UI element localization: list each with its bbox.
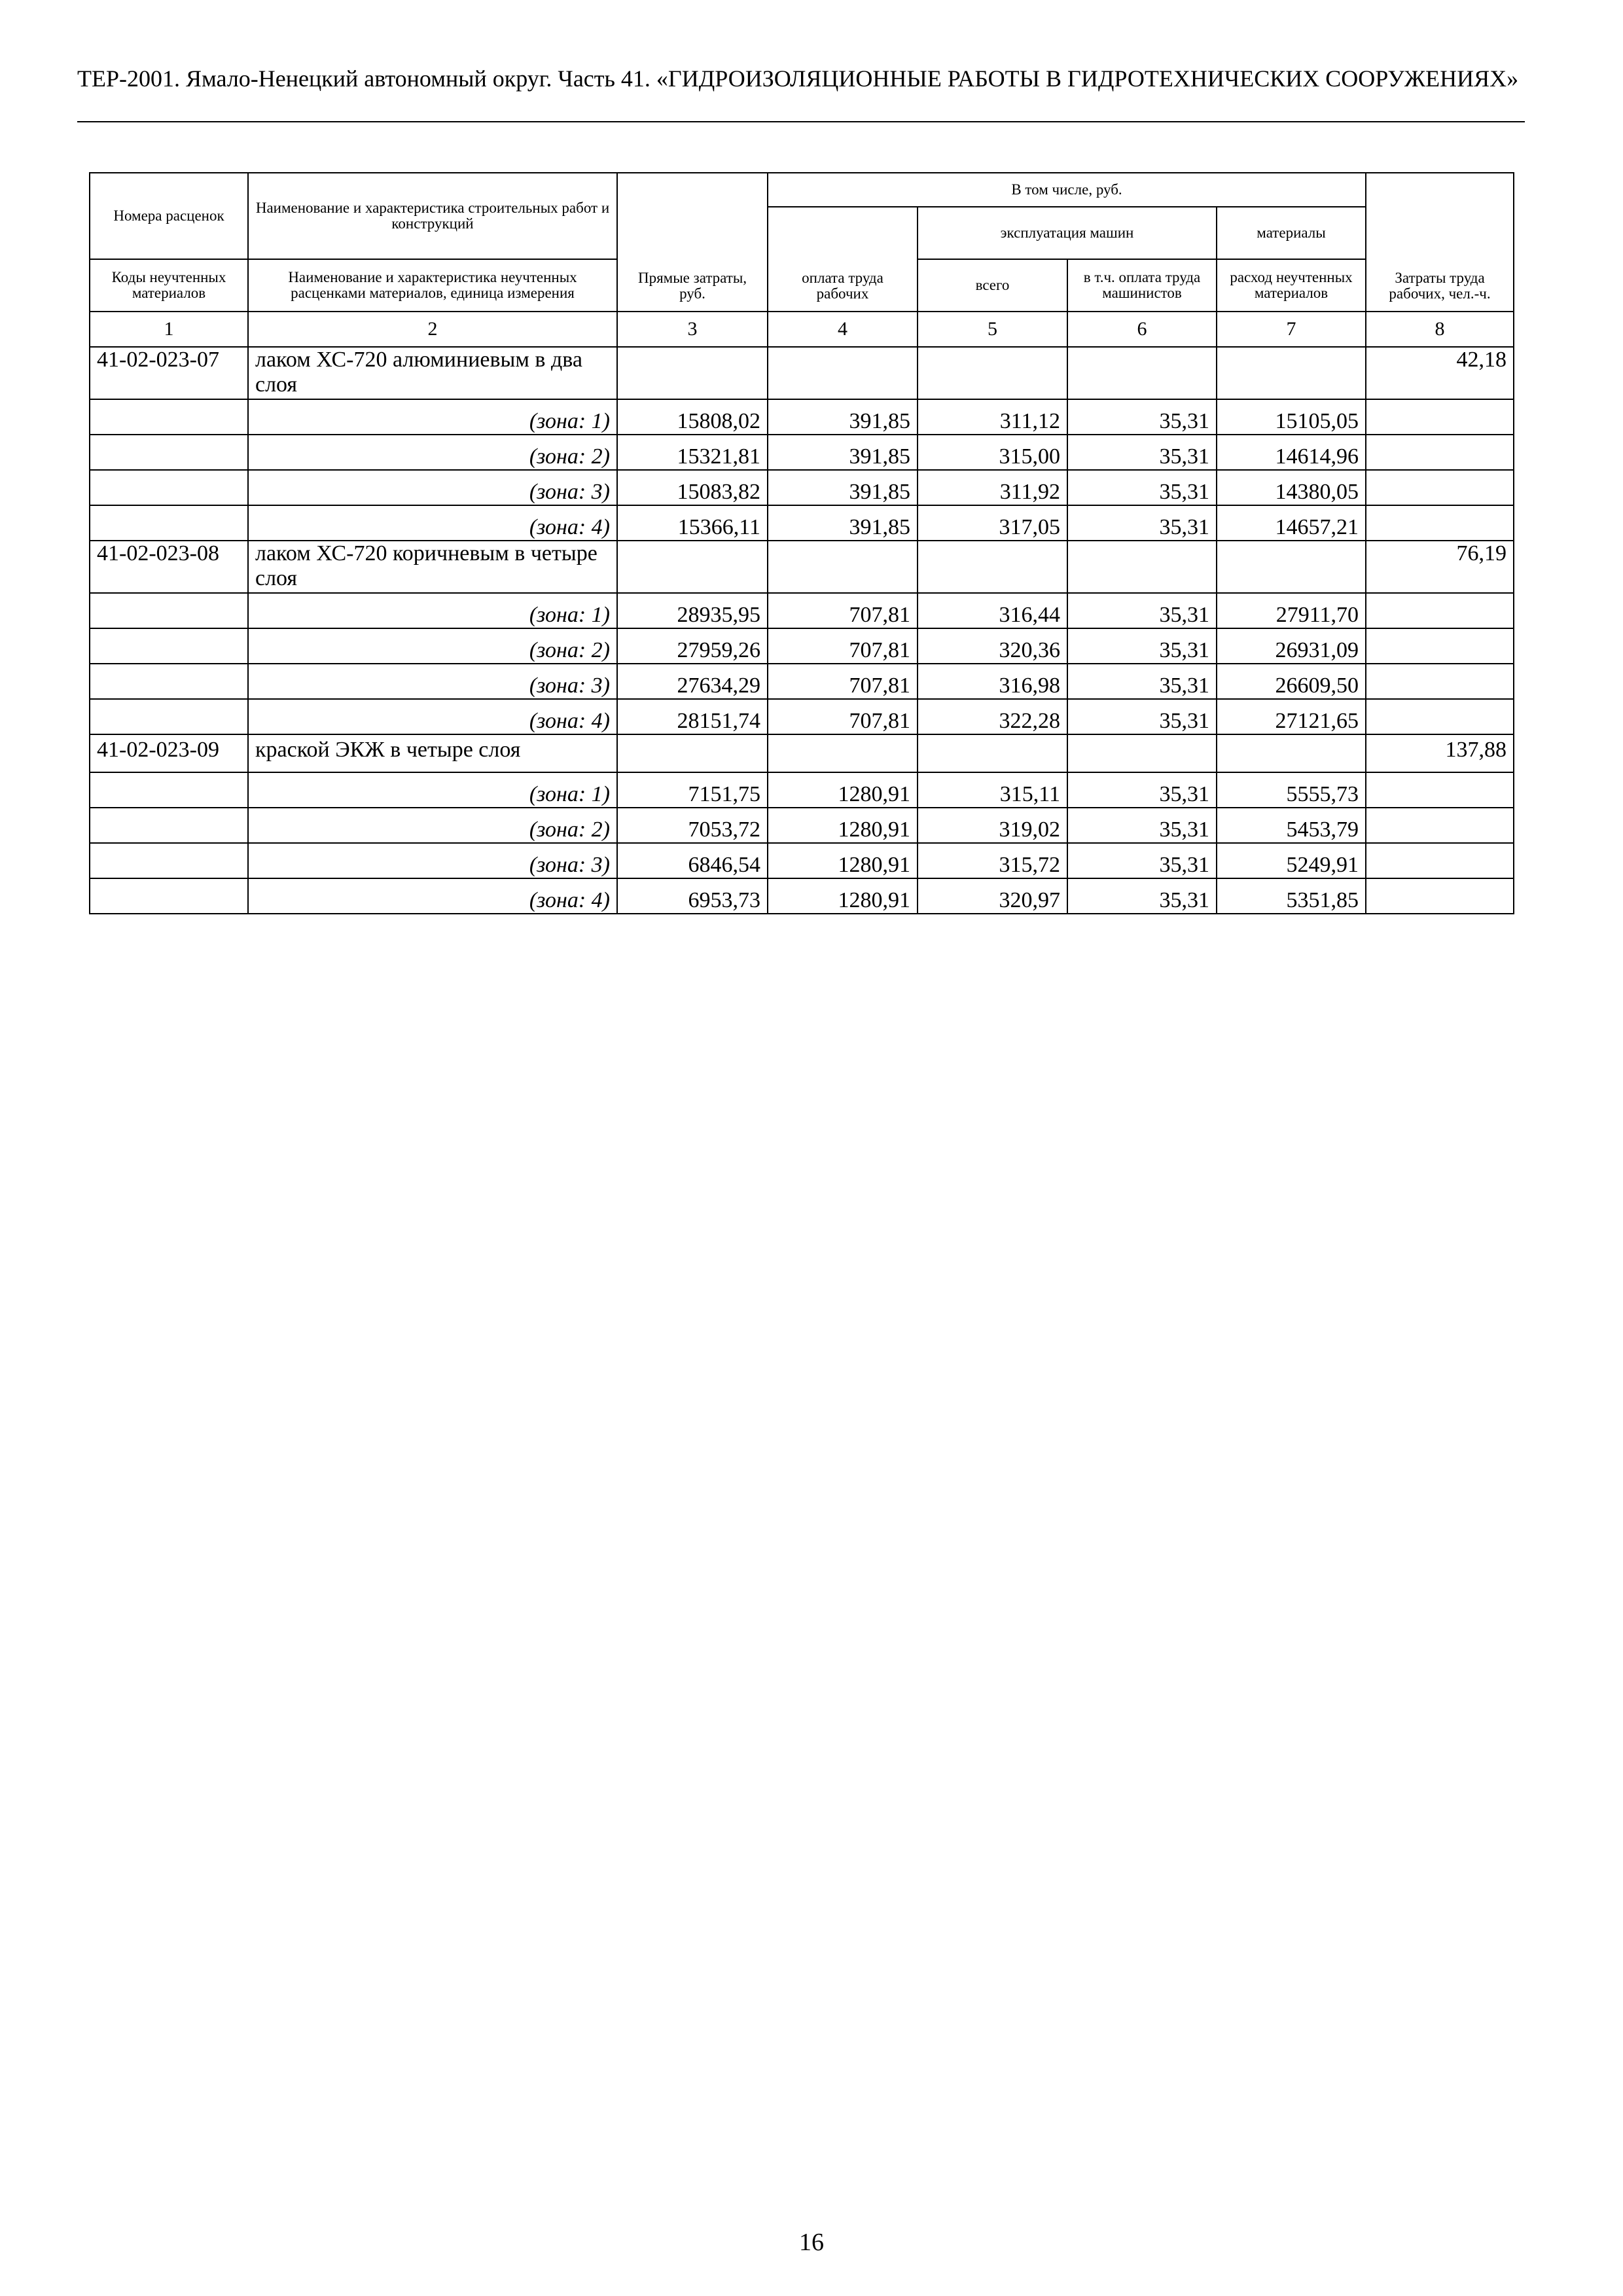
- materials-cost: 5555,73: [1217, 772, 1366, 808]
- machines-total: 315,11: [918, 772, 1067, 808]
- col-number: 5: [918, 312, 1067, 347]
- workers-pay: 391,85: [768, 505, 918, 541]
- direct-cost: 28151,74: [617, 699, 768, 734]
- zone-label: (зона: 3): [248, 470, 617, 505]
- direct-cost: 15321,81: [617, 435, 768, 470]
- table-row: [90, 699, 1514, 734]
- workers-pay: 1280,91: [768, 808, 918, 843]
- workers-pay: 1280,91: [768, 878, 918, 914]
- machines-total: 311,12: [918, 399, 1067, 435]
- workers-pay: 707,81: [768, 664, 918, 699]
- table-row: [90, 808, 1514, 843]
- machinists-pay: 35,31: [1067, 808, 1217, 843]
- direct-cost: 7151,75: [617, 772, 768, 808]
- table-row: [90, 347, 1514, 399]
- table-row: [90, 435, 1514, 470]
- materials-cost: 27911,70: [1217, 593, 1366, 628]
- rate-code: 41-02-023-09: [90, 734, 248, 772]
- rates-table: [89, 172, 1514, 914]
- direct-cost: 15083,82: [617, 470, 768, 505]
- rate-code: 41-02-023-08: [90, 541, 248, 593]
- materials-cost: 26609,50: [1217, 664, 1366, 699]
- direct-cost: 27634,29: [617, 664, 768, 699]
- rate-group: [90, 734, 1514, 914]
- machinists-pay: 35,31: [1067, 878, 1217, 914]
- zone-label: (зона: 1): [248, 399, 617, 435]
- header-machines-total: всего: [918, 259, 1067, 312]
- col-number: 1: [90, 312, 248, 347]
- machinists-pay: 35,31: [1067, 470, 1217, 505]
- machines-total: 316,44: [918, 593, 1067, 628]
- rate-group: [90, 541, 1514, 734]
- zone-label: (зона: 3): [248, 664, 617, 699]
- table-row: [90, 399, 1514, 435]
- machines-total: 317,05: [918, 505, 1067, 541]
- machines-total: 311,92: [918, 470, 1067, 505]
- header-work-name: Наименование и характеристика строительных работ и конструкций: [248, 173, 617, 259]
- machinists-pay: 35,31: [1067, 664, 1217, 699]
- materials-cost: 27121,65: [1217, 699, 1366, 734]
- rate-group: [90, 347, 1514, 541]
- materials-cost: 14614,96: [1217, 435, 1366, 470]
- header-labor-costs: Затраты труда рабочих, чел.-ч.: [1366, 173, 1514, 312]
- direct-cost: 15366,11: [617, 505, 768, 541]
- table-row: [90, 843, 1514, 878]
- table-row: [90, 734, 1514, 772]
- page-header: ТЕР-2001. Ямало-Ненецкий автономный округ. Часть 41. «ГИДРОИЗОЛЯЦИОННЫЕ РАБОТЫ В ГИДРОТЕХНИЧЕСКИХ СООРУЖЕНИЯХ»: [77, 65, 1519, 92]
- machinists-pay: 35,31: [1067, 505, 1217, 541]
- direct-cost: 6846,54: [617, 843, 768, 878]
- col-number: 8: [1366, 312, 1514, 347]
- workers-pay: 707,81: [768, 628, 918, 664]
- materials-cost: 5351,85: [1217, 878, 1366, 914]
- direct-cost: 15808,02: [617, 399, 768, 435]
- header-material-consumption: расход неучтенных материалов: [1217, 259, 1366, 312]
- table-row: [90, 593, 1514, 628]
- machinists-pay: 35,31: [1067, 593, 1217, 628]
- table-row: [90, 878, 1514, 914]
- col-number: 3: [617, 312, 768, 347]
- machinists-pay: 35,31: [1067, 399, 1217, 435]
- direct-cost: 28935,95: [617, 593, 768, 628]
- rate-code: 41-02-023-07: [90, 347, 248, 399]
- machines-total: 315,72: [918, 843, 1067, 878]
- machinists-pay: 35,31: [1067, 628, 1217, 664]
- direct-cost: 7053,72: [617, 808, 768, 843]
- col-number: 7: [1217, 312, 1366, 347]
- zone-label: (зона: 1): [248, 593, 617, 628]
- materials-cost: 5453,79: [1217, 808, 1366, 843]
- machines-total: 319,02: [918, 808, 1067, 843]
- rate-name: краской ЭКЖ в четыре слоя: [248, 734, 617, 772]
- workers-pay: 707,81: [768, 699, 918, 734]
- header-rule: [77, 121, 1525, 122]
- direct-cost: 6953,73: [617, 878, 768, 914]
- zone-label: (зона: 4): [248, 505, 617, 541]
- table-row: [90, 470, 1514, 505]
- machines-total: 320,36: [918, 628, 1067, 664]
- table-row: [90, 628, 1514, 664]
- materials-cost: 15105,05: [1217, 399, 1366, 435]
- zone-label: (зона: 4): [248, 699, 617, 734]
- materials-cost: 14380,05: [1217, 470, 1366, 505]
- zone-label: (зона: 2): [248, 808, 617, 843]
- header-machinists-pay: в т.ч. оплата труда машинистов: [1067, 259, 1217, 312]
- labor-cost: 137,88: [1366, 734, 1514, 772]
- workers-pay: 391,85: [768, 470, 918, 505]
- header-including: В том числе, руб.: [768, 173, 1366, 207]
- materials-cost: 26931,09: [1217, 628, 1366, 664]
- zone-label: (зона: 2): [248, 628, 617, 664]
- labor-cost: 76,19: [1366, 541, 1514, 593]
- col-number: 6: [1067, 312, 1217, 347]
- header-machine-operation: эксплуатация машин: [918, 207, 1217, 259]
- header-direct-costs: Прямые затраты, руб.: [617, 173, 768, 312]
- zone-label: (зона: 2): [248, 435, 617, 470]
- header-workers-pay: оплата труда рабочих: [768, 207, 918, 312]
- machines-total: 322,28: [918, 699, 1067, 734]
- header-materials: материалы: [1217, 207, 1366, 259]
- materials-cost: 14657,21: [1217, 505, 1366, 541]
- machinists-pay: 35,31: [1067, 772, 1217, 808]
- workers-pay: 707,81: [768, 593, 918, 628]
- table-row: [90, 772, 1514, 808]
- workers-pay: 391,85: [768, 399, 918, 435]
- materials-cost: 5249,91: [1217, 843, 1366, 878]
- zone-label: (зона: 4): [248, 878, 617, 914]
- labor-cost: 42,18: [1366, 347, 1514, 399]
- header-unaccounted-name: Наименование и характеристика неучтенных расценками материалов, единица измерения: [248, 259, 617, 312]
- machines-total: 315,00: [918, 435, 1067, 470]
- workers-pay: 1280,91: [768, 772, 918, 808]
- machines-total: 316,98: [918, 664, 1067, 699]
- table-row: [90, 541, 1514, 593]
- machinists-pay: 35,31: [1067, 699, 1217, 734]
- table-row: [90, 664, 1514, 699]
- direct-cost: 27959,26: [617, 628, 768, 664]
- workers-pay: 391,85: [768, 435, 918, 470]
- page-number: 16: [799, 2229, 824, 2256]
- col-number: 4: [768, 312, 918, 347]
- machinists-pay: 35,31: [1067, 435, 1217, 470]
- rate-name: лаком ХС-720 алюминиевым в два слоя: [248, 347, 617, 399]
- col-number: 2: [248, 312, 617, 347]
- machines-total: 320,97: [918, 878, 1067, 914]
- machinists-pay: 35,31: [1067, 843, 1217, 878]
- zone-label: (зона: 1): [248, 772, 617, 808]
- table-row: [90, 505, 1514, 541]
- rate-name: лаком ХС-720 коричневым в четыре слоя: [248, 541, 617, 593]
- header-rate-numbers: Номера расценок: [90, 173, 248, 259]
- workers-pay: 1280,91: [768, 843, 918, 878]
- zone-label: (зона: 3): [248, 843, 617, 878]
- header-unaccounted-codes: Коды неучтенных материалов: [90, 259, 248, 312]
